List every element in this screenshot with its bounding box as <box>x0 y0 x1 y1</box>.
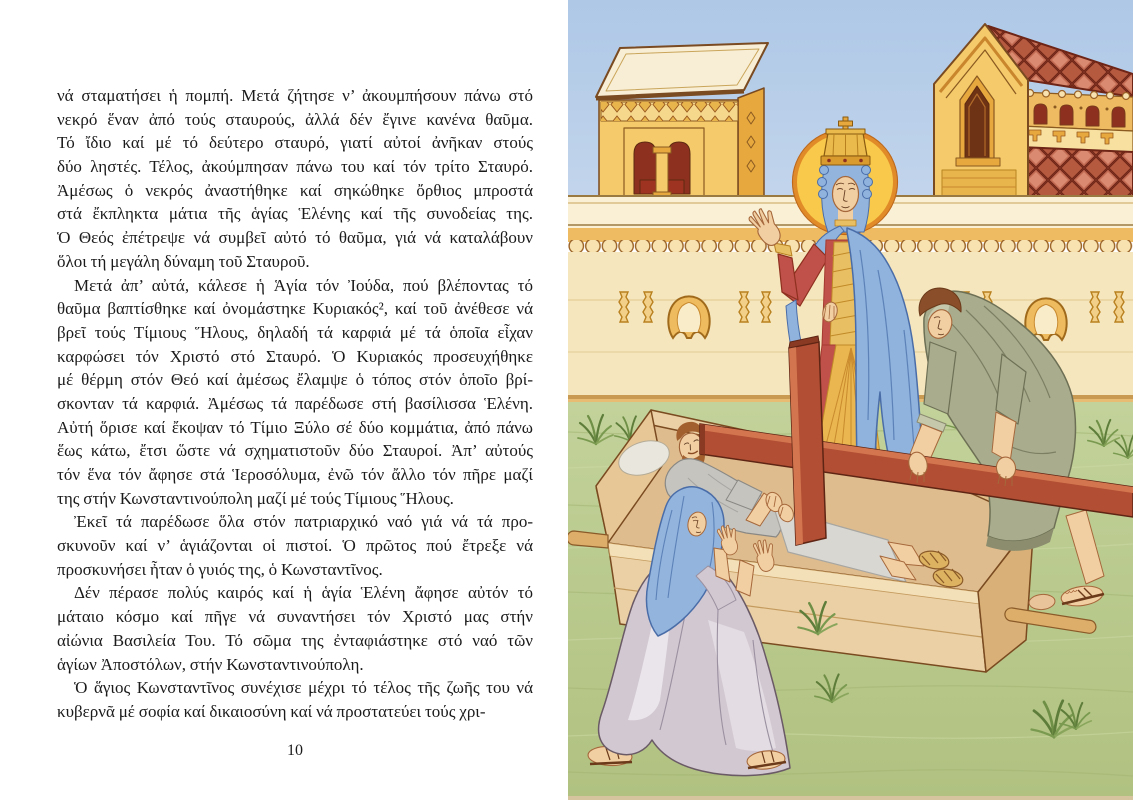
body-text <box>57 84 533 724</box>
text-line: κυβερνᾶ μέ σοφία καί δικαιοσύνη καί νά προστατεύει τούς χρι- <box>57 701 486 721</box>
text-line: Ἐκεῖ τά παρέδωσε ὅλα στόν πατριαρχικό ναό γιά νά τά προ- <box>74 512 533 532</box>
text-line: μέ θέρμη στόν Θεό καί ἀμέσως ἔλαμψε ὁ τόπος στόν ὁποῖο βρί- <box>57 370 533 390</box>
text-line: Αὐτή ὅρισε καί ἔκοψαν τό Τίμιο Ξύλο σέ δύο κομμάτια, ἀπό πάνω <box>57 417 533 437</box>
text-line: σκονταν τά καρφιά. Ἀμέσως τά παρέδωσε στή βασίλισσα Ἑλένη. <box>57 393 533 413</box>
paragraph <box>57 274 533 511</box>
text-line: προσκυνήσει ἦταν ὁ γυιός της, ὁ Κωνσταντῖνος. <box>57 559 383 579</box>
illustration-bottom-edge <box>568 796 1133 800</box>
page-number: 10 <box>287 742 303 759</box>
text-line: θαῦμα βαπτίσθηκε καί ὀνομάστηκε Κυριακός², καί τοῦ ἀνέθεσε νά <box>57 299 533 319</box>
text-line: τόν ἕνα τόν ἄφησε στά Ἱεροσόλυμα, ἐνῶ τόν ἄλλο τόν πῆρε μαζί <box>57 465 533 484</box>
text-line: Ὁ ἅγιος Κωνσταντῖνος συνέχισε μέχρι τό τέλος τῆς ζωῆς του νά <box>74 678 533 698</box>
text-line: δύο ληστές. Τέλος, ἀκούμπησαν πάνω του καί τόν τρίτο Σταυρό. <box>57 157 533 177</box>
text-line: σκυνοῦν καί ν’ ἁγιάζονται οἱ πιστοί. Ὁ πρῶτος πού ἔτρεξε νά <box>57 536 533 556</box>
text-line: Δέν πέρασε πολύς καιρός καί ἡ ἁγία Ἑλένη ἄφησε αὐτόν τό <box>74 583 533 603</box>
helena-face <box>833 177 859 212</box>
text-line: αἰώνια Βασιλεία Του. Τό σῶμα της ἐνταφιάστηκε στό ναό τῶν <box>57 630 533 650</box>
left-building <box>596 43 768 196</box>
text-line: της στήν Κωνσταντινούπολη μαζί μέ τούς Τίμιους Ἥλους. <box>57 488 454 508</box>
text-line: ἕως κάτω, ἔτσι ὥστε νά σχηματιστοῦν δύο Σταυροί. Ἀπ’ αὐτούς <box>57 441 533 461</box>
text-line: νεκρό ἕναν ἀπό τούς σταυρούς, ἀλλά δέν ἔγινε κανένα θαῦμα. <box>57 109 533 129</box>
paragraph <box>57 676 533 723</box>
text-line: στά ἔκπληκτα μάτια τῆς ἁγίας Ἑλένης καί τῆς συνοδείας της. <box>57 204 533 224</box>
text-line: Ὁ Θεός ἐπέτρεψε νά συμβεῖ αὐτό τό θαῦμα, γιά νά καταλάβουν <box>57 228 533 248</box>
illustration-svg <box>568 0 1133 800</box>
text-line: μάταιο κόσμο καί πῆγε νά συναντήσει τόν Χριστό μας στήν <box>57 607 533 627</box>
paragraph <box>57 84 533 274</box>
text-line: βρεῖ τούς Τίμιους Ἥλους, δηλαδή τά καρφιά μέ τά ὁποῖα εἶχαν <box>57 322 533 342</box>
paragraph <box>57 581 533 676</box>
right-page-illustration <box>568 0 1133 800</box>
paragraph <box>57 510 533 581</box>
text-line: νά σταματήσει ἡ πομπή. Μετά ζήτησε ν’ ἀκουμπήσουν πάνω στό <box>57 86 533 105</box>
text-line: Τό ἴδιο καί μέ τό δεύτερο σταυρό, γιατί αὐτοί ἀνῆκαν στούς <box>57 133 533 153</box>
text-line: Ἀμέσως ὁ νεκρός ἀναστήθηκε καί σηκώθηκε ὄρθιος μπροστά <box>57 180 533 200</box>
text-line: Μετά ἀπ’ αὐτά, κάλεσε ἡ Ἁγία τόν Ἰούδα, πού βλέποντας τό <box>74 275 533 295</box>
text-line: ὅλοι τή μεγάλη δύναμη τοῦ Σταυροῦ. <box>57 251 310 271</box>
text-line: ἁγίων Ἀποστόλων, στήν Κωνσταντινούπολη. <box>57 654 364 674</box>
text-line: καρφώσει τόν Χριστό στό Σταυρό. Ὁ Κυριακός προσευχήθηκε <box>57 346 533 366</box>
